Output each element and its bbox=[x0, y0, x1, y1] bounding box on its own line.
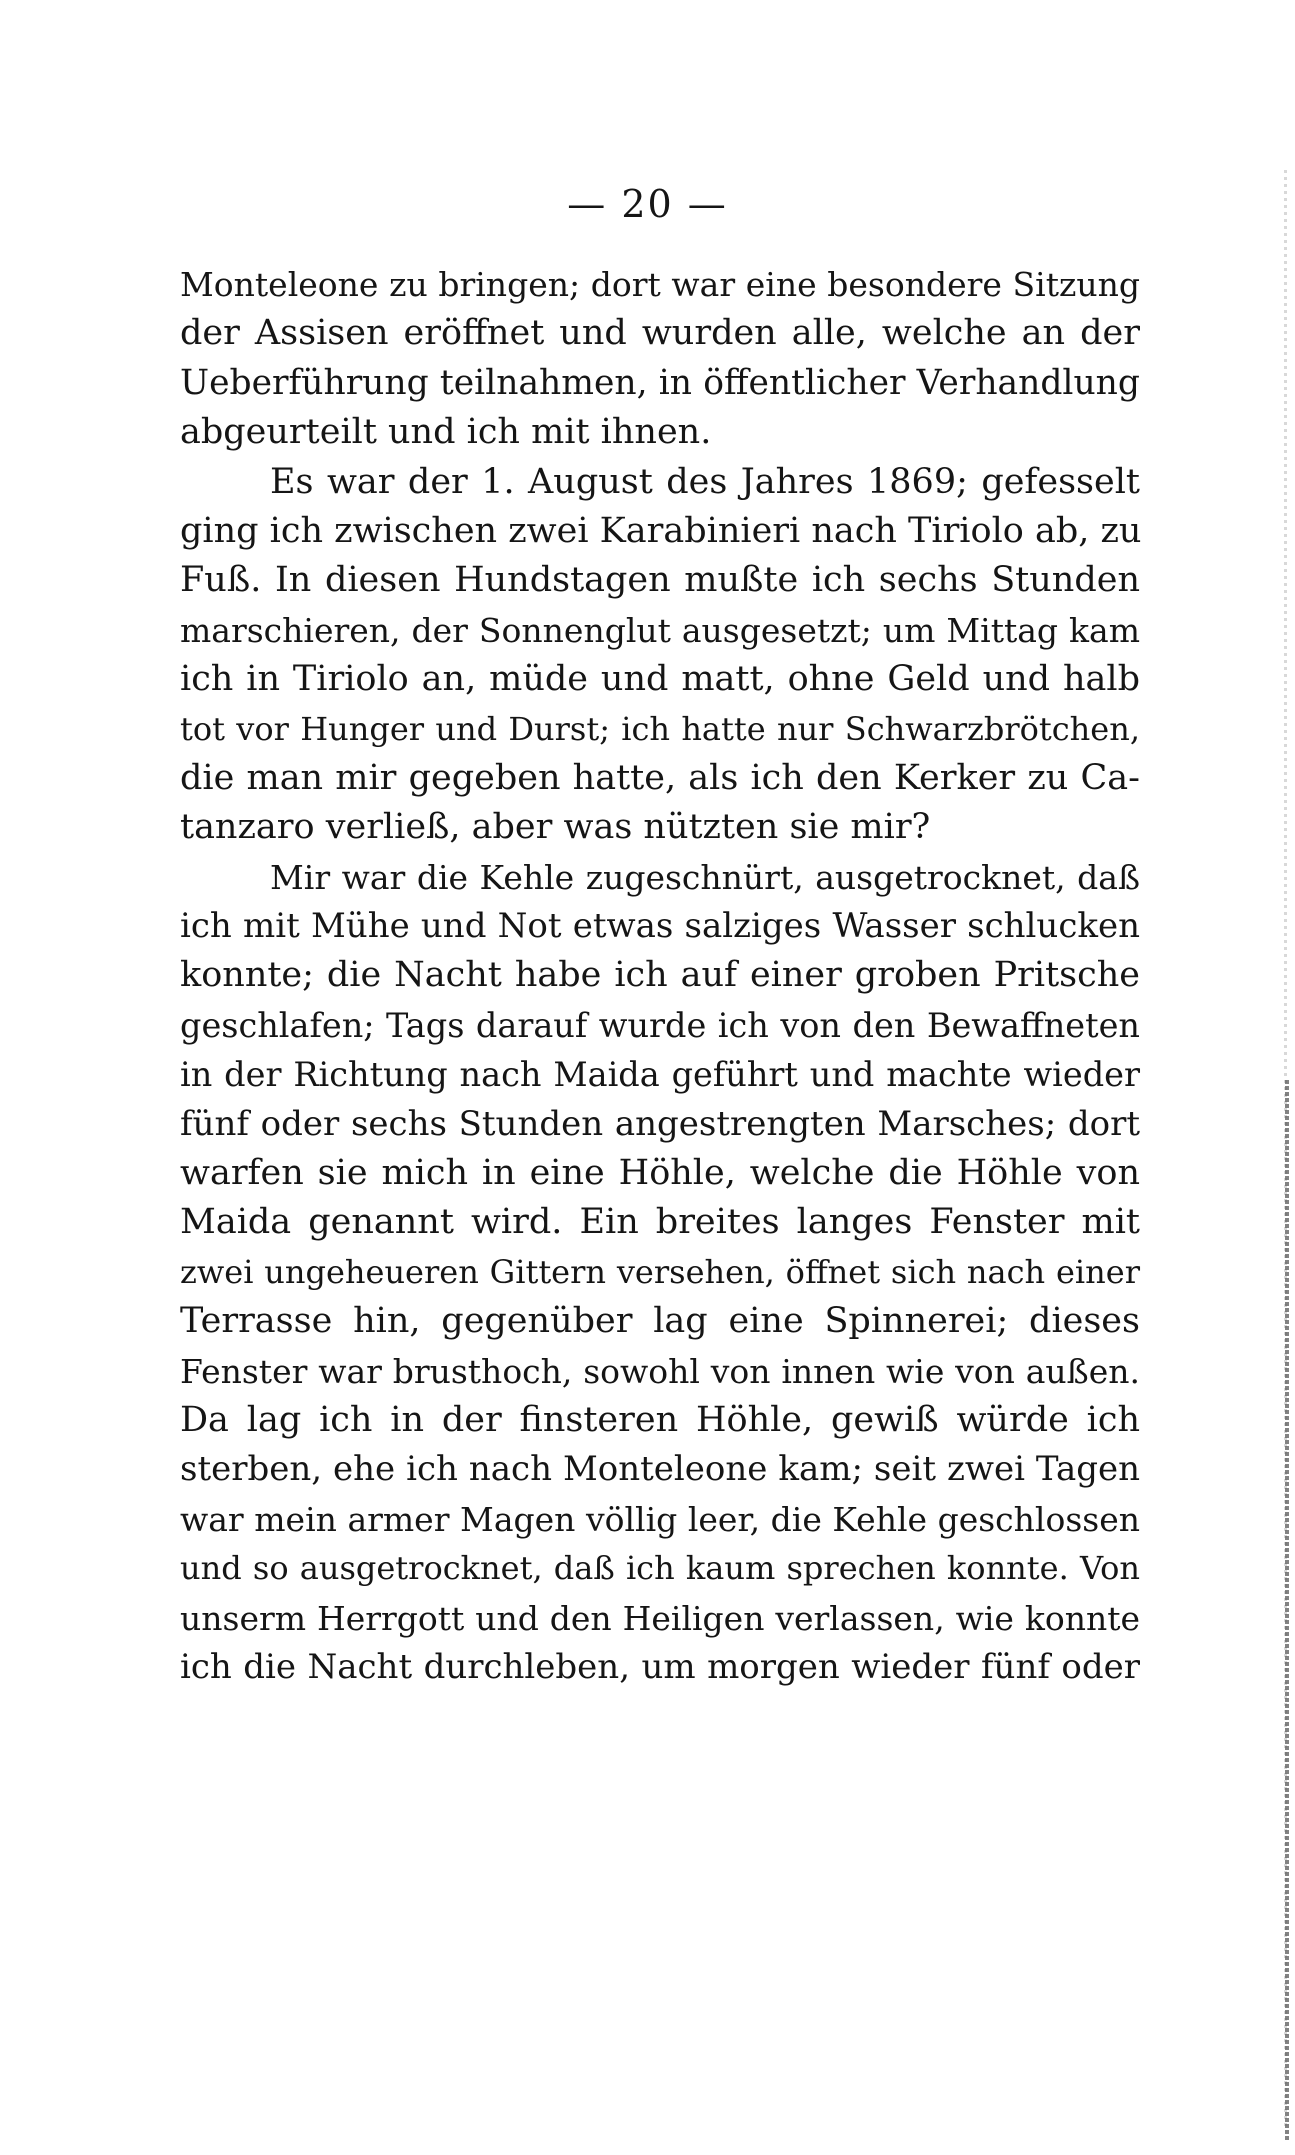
page-number: — 20 — bbox=[567, 182, 728, 226]
text-line: ich die Nacht durchleben, um morgen wieder fünf oder bbox=[180, 1646, 1140, 1687]
text-line: die man mir gegeben hatte, als ich den Kerker zu Ca- bbox=[180, 757, 1140, 798]
text-line: sterben, ehe ich nach Monteleone kam; seit zwei Tagen bbox=[180, 1449, 1140, 1490]
text-line: Maida genannt wird. Ein breites langes Fenster mit bbox=[180, 1202, 1140, 1243]
text-line: unserm Herrgott und den Heiligen verlassen, wie konnte bbox=[180, 1598, 1140, 1638]
text-line: der Assisen eröffnet und wurden alle, welche an der bbox=[180, 313, 1140, 354]
text-line: Da lag ich in der finsteren Höhle, gewiß würde ich bbox=[180, 1399, 1140, 1440]
text-line: geschlafen; Tags darauf wurde ich von den Bewaffneten bbox=[180, 1005, 1140, 1045]
text-line: in der Richtung nach Maida geführt und machte wieder bbox=[180, 1055, 1140, 1095]
paragraph-start-line: Es war der 1. August des Jahres 1869; gefesselt bbox=[270, 461, 1140, 502]
text-line: ich in Tiriolo an, müde und matt, ohne Geld und halb bbox=[180, 659, 1140, 700]
text-line: fünf oder sechs Stunden angestrengten Marsches; dort bbox=[180, 1103, 1140, 1144]
text-line: Terrasse hin, gegenüber lag eine Spinnerei; dieses bbox=[180, 1301, 1140, 1342]
text-line: marschieren, der Sonnenglut ausgesetzt; um Mittag kam bbox=[180, 610, 1140, 650]
text-line: und so ausgetrocknet, daß ich kaum sprechen konnte. Von bbox=[180, 1549, 1140, 1588]
text-line: war mein armer Magen völlig leer, die Kehle geschlossen bbox=[180, 1499, 1140, 1539]
text-line: ich mit Mühe und Not etwas salziges Wasser schlucken bbox=[180, 906, 1140, 947]
text-line: Fuß. In diesen Hundstagen mußte ich sechs Stunden bbox=[180, 560, 1140, 601]
text-line: ging ich zwischen zwei Karabinieri nach Tiriolo ab, zu bbox=[180, 510, 1142, 551]
text-line: Fenster war brusthoch, sowohl von innen wie von außen. bbox=[180, 1351, 1140, 1391]
text-line: tanzaro verließ, aber was nützten sie mir? bbox=[180, 807, 931, 848]
scan-edge-border-dark bbox=[1285, 1080, 1289, 2140]
text-line: Monteleone zu bringen; dort war eine besondere Sitzung bbox=[180, 265, 1140, 304]
text-line: warfen sie mich in eine Höhle, welche die Höhle von bbox=[180, 1153, 1140, 1194]
text-line: abgeurteilt und ich mit ihnen. bbox=[180, 412, 712, 453]
text-line: Ueberführung teilnahmen, in öffentlicher Verhandlung bbox=[180, 362, 1140, 403]
text-line: tot vor Hunger und Durst; ich hatte nur Schwarzbrötchen, bbox=[180, 709, 1140, 748]
body-text bbox=[180, 260, 1140, 1692]
paragraph-start-line: Mir war die Kehle zugeschnürt, ausgetrocknet, daß bbox=[270, 857, 1140, 897]
text-line: zwei ungeheueren Gittern versehen, öffnet sich nach einer bbox=[180, 1252, 1140, 1291]
text-line: konnte; die Nacht habe ich auf einer groben Pritsche bbox=[180, 955, 1140, 996]
